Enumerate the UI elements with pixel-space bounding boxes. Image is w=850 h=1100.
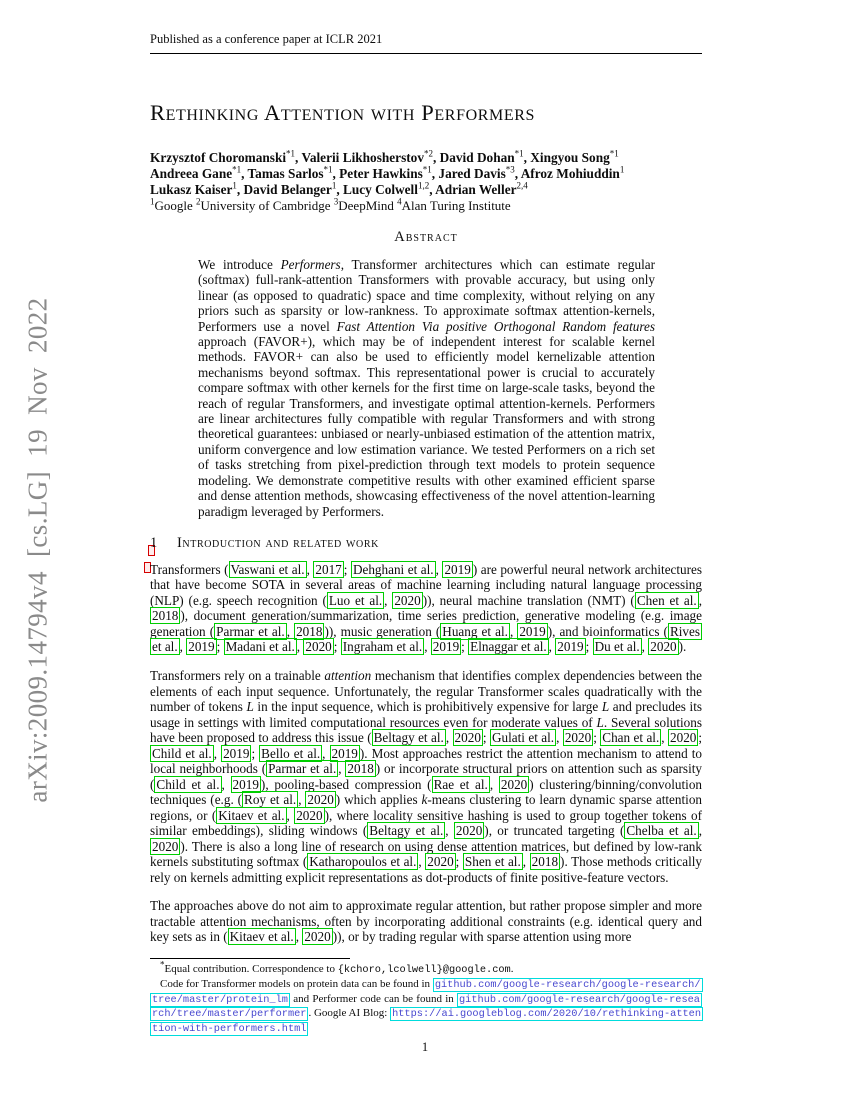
citation-link[interactable]: Kitaev et al.	[229, 929, 294, 945]
citation-link[interactable]: Beltagy et al.	[373, 730, 444, 746]
section-title: Introduction and related work	[177, 534, 379, 551]
text-run: ). There is also a long line of research on using dense attention matrices, but defined by low-rank kernels substituting softmax (	[150, 838, 702, 870]
citation-link[interactable]: Gulati et al.	[491, 730, 555, 746]
text-run: . Google AI Blog:	[308, 1007, 391, 1020]
text-run: ,	[221, 776, 231, 792]
superscript: 1	[331, 180, 337, 191]
superscript: *1	[422, 164, 432, 175]
text-run: Equal contribution. Correspondence to	[164, 962, 338, 975]
text-run: approach (FAVOR+), which may be of independent interest for scalable kernel methods. FAVOR+ can also be used to efficiently model kernelizable attention mechanisms beyond softmax. This representational power is crucial to accurately compare softmax with other kernels for the first time on large-scale tasks, beyond the reach of regular Transformers, and investigate optimal attention-kernels. Performers are linear architectures fully compatible with regular Transformers and with strong theoretical guarantees: unbiased or nearly-unbiased estimation of the attention matrix, uniform convergence and low estimation variance. We tested Performers on a rich set of tasks stretching from pixel-prediction through text models to protein sequence modeling. We demonstrate competitive results with other examined efficient sparse and dense attention methods, showcasing effectiveness of the novel attention-learning paradigm leveraged by Performers.	[198, 334, 655, 519]
citation-link[interactable]: 2020	[650, 639, 677, 655]
url-link[interactable]: github.com/google-research/google-research/tree/master/performer	[152, 993, 700, 1021]
superscript: 1,2	[417, 180, 430, 191]
author-line	[150, 182, 702, 198]
text-run: ,	[641, 639, 649, 655]
citation-link[interactable]: 2020	[670, 730, 697, 746]
citation-link[interactable]: 2020	[454, 730, 481, 746]
citation-link[interactable]: Elnaggar et al.	[470, 639, 547, 655]
text-run: Transformers (	[150, 561, 229, 577]
text-run: ) clustering/binning/convolution techniques (e.g. (	[150, 776, 703, 808]
text-run: ,	[286, 807, 295, 823]
citation-link[interactable]: 2019	[557, 639, 584, 655]
superscript: 2	[196, 196, 201, 207]
italic-text: Fast Attention Via positive Orthogonal Random features	[336, 318, 655, 334]
text-run: mechanism that identifies complex dependencies between the elements of each input sequence. Unfortunately, the regular Transformer scales quadratically with the number of tokens	[150, 668, 702, 715]
italic-text: L	[601, 699, 610, 715]
citation-link[interactable]: 2020	[564, 730, 592, 746]
text-run: in the input sequence, which is prohibitively expensive for large	[253, 699, 602, 715]
citation-link[interactable]: Beltagy et al.	[369, 823, 444, 839]
citation-link[interactable]: Luo et al.	[328, 592, 383, 608]
bold-text: , Adrian Weller	[429, 182, 517, 197]
citation-link[interactable]: 2018	[152, 608, 179, 624]
citation-link[interactable]: Vaswani et al.	[230, 561, 305, 577]
text-run: ,	[286, 623, 295, 639]
text-run: ,	[548, 639, 556, 655]
citation-link[interactable]: 2019	[432, 639, 460, 655]
citation-link[interactable]: 2020	[307, 792, 334, 808]
superscript: *2	[423, 148, 433, 159]
superscript: 1	[619, 164, 625, 175]
text-run: ,	[306, 561, 314, 577]
citation-link[interactable]: Ingraham et al.	[342, 639, 423, 655]
citation-link[interactable]: Dehghani et al.	[352, 561, 434, 577]
superscript: *1	[286, 148, 296, 159]
bold-text: Andreea Gane	[150, 166, 233, 181]
citation-link[interactable]: Parmar et al.	[216, 623, 285, 639]
citation-link[interactable]: 2020	[305, 639, 332, 655]
citation-link[interactable]: Katharopoulos et al.	[309, 854, 417, 870]
bold-text: , Xingyou Song	[523, 150, 610, 165]
citation-link[interactable]: 2020	[500, 776, 528, 792]
citation-link[interactable]: Shen et al.	[464, 854, 521, 870]
footnotes-block	[150, 959, 702, 1037]
text-run: ,	[384, 592, 393, 608]
citation-link[interactable]: 2019	[444, 561, 471, 577]
text-run: ). Those methods critically rely on kernels admitting explicit representations as dot-products of finite positive-feature vectors.	[150, 854, 703, 885]
running-header: Published as a conference paper at ICLR 2021	[150, 32, 383, 46]
citation-link[interactable]: Chen et al.	[636, 592, 697, 608]
text-run: ), and bioinformatics (	[547, 623, 668, 639]
citation-link[interactable]: Huang et al.	[442, 623, 508, 639]
text-run: ,	[338, 761, 346, 777]
citation-link[interactable]: Rae et al.	[433, 776, 488, 792]
text-run: ;	[482, 730, 490, 746]
bold-text: , Tamas Sarlos	[241, 166, 324, 181]
text-run: ,	[661, 730, 668, 746]
footnote	[150, 978, 702, 1037]
text-run: ;	[593, 730, 601, 746]
citation-link[interactable]: Parmar et al.	[268, 761, 337, 777]
body-paragraph	[150, 668, 702, 885]
bold-text: , Jared Davis	[431, 166, 506, 181]
italic-text: attention	[324, 668, 372, 684]
citation-link[interactable]: Rives et al.	[152, 623, 700, 655]
italic-text: k	[421, 792, 428, 808]
text-run: ), where locality sensitive hashing is used to group together tokens of similar embeddings), sliding windows (	[150, 807, 703, 839]
italic-text: L	[246, 699, 254, 715]
abstract-heading: Abstract	[394, 229, 458, 245]
text-run: ,	[295, 929, 303, 945]
citation-link[interactable]: 2020	[455, 823, 483, 839]
paper-title: Rethinking Attention with Performers	[150, 100, 535, 125]
text-run: ;	[585, 639, 593, 655]
superscript: *1	[323, 164, 333, 175]
text-run: ,	[179, 639, 187, 655]
superscript: *1	[514, 148, 524, 159]
citation-link[interactable]: Chelba et al.	[626, 823, 697, 839]
text-run: The approaches above do not aim to approximate regular attention, but rather propose simpler and more tractable attention mechanisms, often by incorporating additional constraints (e.g. identical query and key sets as in (	[150, 898, 702, 945]
citation-link[interactable]: 2020	[304, 929, 331, 945]
superscript: 1	[150, 196, 155, 207]
text-run: ) which applies	[335, 792, 422, 808]
text-run: ) are powerful neural network architectures that have become SOTA in several areas of machine learning including natural language processing (NLP) (e.g. speech recognition (	[150, 561, 703, 608]
text-run: ), pooling-based compression (	[260, 776, 432, 792]
text-run: Transformers rely on a trainable	[150, 668, 325, 684]
body-paragraph	[150, 898, 702, 945]
text-run: Code for Transformer models on protein data can be found in	[160, 977, 433, 990]
citation-link[interactable]: 2018	[296, 623, 323, 639]
author-block	[150, 150, 702, 214]
text-run: University of Cambridge	[200, 198, 334, 213]
text-run: ,	[296, 639, 304, 655]
text-run: ;	[216, 639, 224, 655]
url-link[interactable]: github.com/google-research/google-research/tree/master/protein_lm	[152, 978, 701, 1006]
text-run: ;	[461, 639, 469, 655]
citation-link[interactable]: Du et al.	[594, 639, 640, 655]
citation-link[interactable]: 2019	[331, 745, 358, 761]
bold-text: , Peter Hawkins	[332, 166, 423, 181]
bold-text: , Lucy Colwell	[336, 182, 418, 197]
superscript: 2,4	[516, 180, 528, 191]
text-run: . Several solutions have been proposed to address this issue (	[150, 714, 702, 746]
citation-link[interactable]: 2019	[232, 776, 259, 792]
citation-link[interactable]: 2020	[296, 807, 323, 823]
citation-link[interactable]: 2018	[347, 761, 374, 777]
section-number: 1	[150, 534, 158, 551]
citation-link[interactable]: 2020	[394, 592, 421, 608]
text-run: ). Most approaches restrict the attention mechanism to attend to local neighborhoods (	[150, 745, 703, 777]
citation-link[interactable]: 2020	[427, 854, 454, 870]
text-run: , Transformer architectures which can estimate regular (softmax) full-rank-attention Transformers with provable accuracy, but using only linear (as opposed to quadratic) space and time complexity, without relying on any priors such as sparsity or low-rankness. To approximate softmax attention-kernels, Performers use a novel	[198, 257, 656, 334]
superscript: 1	[232, 180, 237, 191]
citation-link[interactable]: 2017	[315, 561, 342, 577]
text-run: ,	[698, 823, 703, 839]
citation-link[interactable]: 2020	[152, 838, 179, 854]
citation-link[interactable]: 2019	[223, 745, 250, 761]
text-run: We introduce	[198, 257, 281, 272]
text-run: ,	[435, 561, 443, 577]
text-run: DeepMind	[338, 198, 398, 213]
citation-link[interactable]: Kitaev et al.	[218, 807, 285, 823]
text-run: ,	[424, 639, 431, 655]
superscript: *1	[232, 164, 242, 175]
citation-link[interactable]: Roy et al.	[244, 792, 297, 808]
text-run: )), neural machine translation (NMT) (	[422, 592, 635, 608]
abstract-body	[198, 257, 655, 519]
text-run: ;	[333, 639, 341, 655]
text-run: ;	[251, 745, 260, 761]
citation-link[interactable]: 2019	[519, 623, 546, 639]
citation-link[interactable]: Madani et al.	[225, 639, 295, 655]
header-rule	[150, 53, 702, 54]
text-run: )), or by trading regular with sparse attention using more	[332, 929, 632, 945]
text-run: ), document generation/summarization, time series prediction, generative modeling (e.g. image generation (	[150, 608, 702, 639]
superscript: *3	[505, 164, 515, 175]
citation-link[interactable]: 2018	[531, 854, 559, 870]
citation-link[interactable]: Bello et al.	[261, 745, 321, 761]
citation-link[interactable]: Child et al.	[156, 776, 220, 792]
text-run: ), or truncated targeting (	[484, 823, 625, 839]
text-run: ,	[418, 854, 426, 870]
text-run: ,	[698, 592, 703, 608]
page-content	[150, 0, 702, 1037]
email-text: {kchoro,lcolwell}@google.com	[337, 963, 511, 976]
arxiv-watermark: arXiv:2009.14794v4 [cs.LG] 19 Nov 2022	[22, 297, 53, 803]
text-run: ,	[489, 776, 499, 792]
bold-text: , Afroz Mohiuddin	[514, 166, 620, 181]
superscript: 3	[333, 196, 339, 207]
superscript: *	[160, 959, 165, 970]
text-run: Google	[154, 198, 197, 213]
text-run: ,	[522, 854, 530, 870]
citation-link[interactable]: 2019	[188, 639, 215, 655]
text-run: and Performer code can be found in	[289, 992, 457, 1005]
text-run: ,	[445, 730, 453, 746]
footnote-rule	[150, 958, 350, 959]
superscript: *1	[609, 148, 619, 159]
text-run: ;	[343, 561, 351, 577]
text-run: ).	[678, 639, 687, 655]
text-run: ,	[322, 745, 330, 761]
text-run: .	[510, 962, 514, 975]
text-run: )), music generation (	[324, 623, 441, 639]
text-run: -means clustering to learn dynamic sparse attention regions, or (	[150, 792, 703, 823]
url-link[interactable]: https://ai.googleblog.com/2020/10/rethinking-attention-with-performers.html	[152, 1008, 702, 1036]
bold-text: , David Dohan	[432, 150, 515, 165]
text-run: Alan Turing Institute	[401, 198, 511, 213]
footnote	[150, 959, 702, 978]
text-run: ,	[556, 730, 563, 746]
citation-link[interactable]: Chan et al.	[602, 730, 660, 746]
text-run: ;	[698, 730, 703, 746]
page-number: 1	[421, 1040, 429, 1054]
text-run: ,	[509, 623, 518, 639]
affiliations-line	[150, 198, 702, 214]
section-heading	[150, 535, 702, 552]
text-run: ,	[213, 745, 222, 761]
bold-text: , Valerii Likhosherstov	[295, 150, 424, 165]
text-run: ;	[455, 854, 463, 870]
text-run: ) or incorporate structural priors on attention such as sparsity (	[150, 761, 702, 792]
bold-text: Krzysztof Choromanski	[150, 150, 287, 165]
text-run: ,	[445, 823, 454, 839]
body-paragraph	[150, 562, 702, 655]
superscript: 4	[397, 196, 402, 207]
citation-link[interactable]: Child et al.	[152, 745, 212, 761]
italic-text: Performers	[280, 257, 341, 272]
italic-text: L	[596, 714, 604, 730]
bold-text: Lukasz Kaiser	[150, 182, 233, 197]
bold-text: , David Belanger	[236, 182, 332, 197]
text-run: ,	[298, 792, 306, 808]
text-run: and precludes its usage in settings with limited computational resources even for moderate values of	[150, 699, 702, 730]
